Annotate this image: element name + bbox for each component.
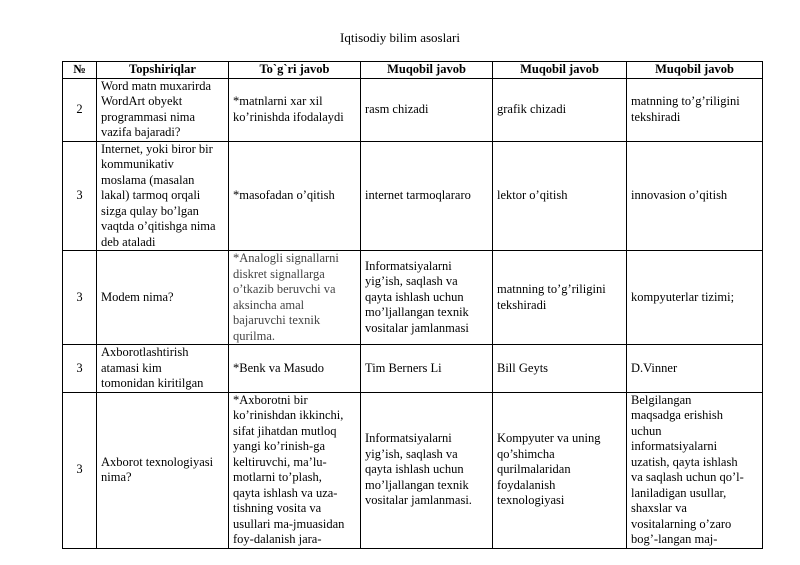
correct-answer-text: *matnlarni xar xil ko’rinishda ifodalaydi	[233, 94, 344, 124]
task-cell	[97, 392, 229, 548]
table-row	[63, 345, 763, 393]
table-row	[63, 141, 763, 251]
alternative-1-text: Informatsiyalarni yig’ish, saqlash va qayta ishlash uchun mo’ljallangan texnik vositalar jamlanmasi	[365, 258, 469, 335]
correct-answer-cell	[229, 345, 361, 393]
alternative-1-cell	[361, 251, 493, 345]
alternative-3-cell	[627, 392, 763, 548]
alternative-3-text: D.Vinner	[631, 360, 678, 375]
correct-answer-cell	[229, 251, 361, 345]
row-number: 3	[63, 392, 97, 548]
correct-answer-cell	[229, 78, 361, 141]
alternative-2-cell	[493, 78, 627, 141]
task-cell	[97, 141, 229, 251]
correct-answer-text: *Analogli signallarni diskret signallarga o’tkazib beruvchi va aksincha amal bajaruvchi texnik qurilma.	[233, 251, 339, 343]
task-text: Axborot texnologiyasi nima?	[101, 454, 214, 484]
table-row	[63, 78, 763, 141]
correct-answer-text: *Benk va Masudo	[233, 360, 324, 375]
alternative-1-cell	[361, 141, 493, 251]
alternative-2-cell	[493, 251, 627, 345]
alternative-3-cell	[627, 141, 763, 251]
task-cell	[97, 345, 229, 393]
quiz-table	[62, 61, 763, 549]
alternative-2-text: grafik chizadi	[497, 101, 567, 116]
alternative-2-text: lektor o’qitish	[497, 188, 568, 202]
alternative-3-text: kompyuterlar tizimi;	[631, 289, 735, 304]
alternative-1-text: Informatsiyalarni yig’ish, saqlash va qayta ishlash uchun mo’ljallangan texnik vositalar jamlanmasi.	[365, 431, 472, 508]
task-text: Modem nima?	[101, 289, 174, 304]
alternative-1-text: internet tarmoqlararo	[365, 188, 471, 202]
alternative-1-text: Tim Berners Li	[365, 360, 442, 375]
alternative-3-text: Belgilangan maqsadga erishish uchun informatsiyalarni uzatish, qayta ishlash va saqlash uchun qo’l- laniladigan usullar, shaxslar va vositalarning o’zaro bog’-langan maj-	[631, 392, 744, 546]
task-text: Internet, yoki biror bir kommunikativ moslama (masalan lakal) tarmoq orqali sizga qulay bo’lgan vaqtda o’qitishga nima deb ataladi	[101, 141, 216, 249]
alternative-2-text: Kompyuter va uning qo’shimcha qurilmalaridan foydalanish texnologiyasi	[497, 431, 601, 508]
alternative-2-text: matnning to’g’riligini tekshiradi	[497, 282, 606, 312]
header-correct-answer: To`g`ri javob	[229, 62, 361, 79]
alternative-3-text: innovasion o’qitish	[631, 188, 728, 202]
alternative-1-cell	[361, 78, 493, 141]
alternative-2-cell	[493, 141, 627, 251]
correct-answer-text: *masofadan o’qitish	[233, 188, 335, 202]
table-row	[63, 251, 763, 345]
correct-answer-cell	[229, 141, 361, 251]
alternative-1-cell	[361, 392, 493, 548]
document-title: Iqtisodiy bilim asoslari	[340, 30, 460, 45]
header-alternative-3: Muqobil javob	[627, 62, 763, 79]
alternative-3-cell	[627, 345, 763, 393]
table-row	[63, 392, 763, 548]
header-alternative-1: Muqobil javob	[361, 62, 493, 79]
correct-answer-text: *Axborotni bir ko’rinishdan ikkinchi, sifat jihatdan mutloq yangi ko’rinish-ga keltiruvchi, ma’lu- motlarni to’plash, qayta ishlash va uza- tishning vosita va usullari ma-jmuasidan foy-dalanish jara-	[233, 392, 345, 546]
alternative-3-text: matnning to’g’riligini tekshiradi	[631, 94, 740, 124]
alternative-3-cell	[627, 251, 763, 345]
alternative-2-text: Bill Geyts	[497, 360, 549, 375]
row-number: 3	[63, 251, 97, 345]
task-text: Axborotlashtirish atamasi kim tomonidan kiritilgan	[101, 345, 204, 390]
header-number: №	[63, 62, 97, 79]
correct-answer-cell	[229, 392, 361, 548]
task-text: Word matn muxarirda WordArt obyekt programmasi nima vazifa bajaradi?	[101, 78, 212, 139]
row-number: 3	[63, 345, 97, 393]
header-alternative-2: Muqobil javob	[493, 62, 627, 79]
alternative-2-cell	[493, 345, 627, 393]
table-header-row	[63, 62, 763, 79]
task-cell	[97, 78, 229, 141]
row-number: 2	[63, 78, 97, 141]
task-cell	[97, 251, 229, 345]
alternative-2-cell	[493, 392, 627, 548]
alternative-3-cell	[627, 78, 763, 141]
row-number: 3	[63, 141, 97, 251]
alternative-1-text: rasm chizadi	[365, 101, 429, 116]
header-tasks: Topshiriqlar	[97, 62, 229, 79]
alternative-1-cell	[361, 345, 493, 393]
